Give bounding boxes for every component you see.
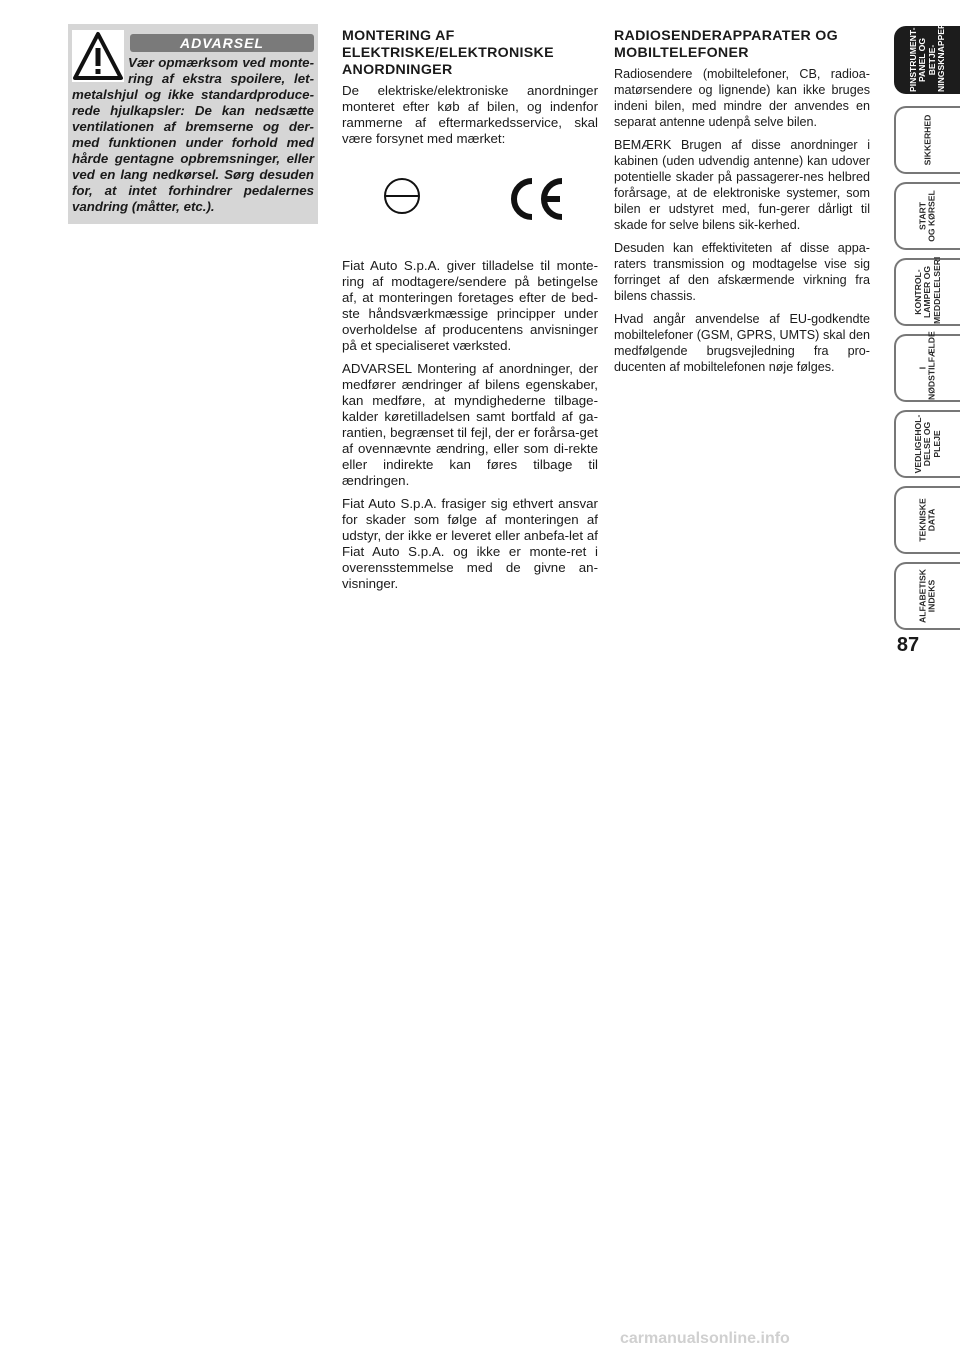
tab-label: SIKKERHED [922,114,933,166]
section-title: MONTERING AF ELEKTRISKE/ELEKTRONISKE ANORDNINGER [342,28,554,78]
paragraph: BEMÆRK Brugen af disse anordninger i kabinen (uden udvendig antenne) kan udover potentielle skader på passagerer-nes helbred forårsage, at de elektroniske systemer, som bilen er udstyret med, fun-gerer dårligt til skade for selve bilens sik-kerhed. [614,138,870,232]
warning-text-body: Vær opmærksom ved monte-ring af ekstra spoilere, let-metalshjul og ikke standardproduce-rede hjulkapsler: De kan nedsætte ventilationen af bremserne og der-med funktionen under forhold med hårde gentagne opbremsninger, eller ved en lang nedkørsel. Sørg desuden for, at intet forhindrer pedalernes vandring (måtter, etc.). [72,55,314,214]
tab-label: ALFABETISK INDEKS [917,569,937,623]
tab-label: TEKNISKE DATA [917,498,937,542]
approval-marks [342,154,598,244]
page-number: 87 [896,634,920,656]
tab-label: START OG KØRSEL [917,190,937,242]
warning-text [72,55,314,215]
tab-technical-data[interactable] [894,486,960,554]
tab-maintenance[interactable] [894,410,960,478]
section-title: RADIOSENDERAPPARATER OG MOBILTELEFONER [614,28,838,61]
paragraph: Hvad angår anvendelse af EU-godkendte mobiltelefoner (GSM, GPRS, UMTS) skal den medfølgende brugsvejledning fra pro-ducenten af mobiltelefonen nøje følges. [614,312,870,374]
tab-start-driving[interactable] [894,182,960,250]
watermark: carmanualsonline.info [620,1330,790,1347]
paragraph: Fiat Auto S.p.A. giver tilladelse til monte-ring af modtagere/sendere på betingelse af, at monteringen foretages efter de bed-ste håndsværkmæssige principper under overholdelse af producentens anvisninger på et specialiseret værksted. [342,258,598,353]
tab-label: I NØDSTILFÆLDE [917,331,937,400]
paragraph: ADVARSEL Montering af anordninger, der medfører ændringer af bilens egenskaber, kan medføre, at myndighederne tilbage-kalder køretilladelsen samt bortfald af ga-rantien, begrænset til fejl, der er forårsa-get af ovennævnte ændring, eller som di-rekte eller indirekte kan føres tilbage til ændringen. [342,361,598,488]
warning-box [68,24,318,224]
paragraph: De elektriske/elektroniske anordninger monteret efter køb af bilen, og indenfor rammerne af eftermarkedsservice, skal være forsynet med mærket: [342,83,598,146]
e-mark-icon [382,176,422,216]
tab-warning-lights[interactable] [894,258,960,326]
paragraph: Radiosendere (mobiltelefoner, CB, radioa-matørsendere og lignende) kan ikke bruges indeni bilen, med mindre der anvendes en separat antenne udenpå selve bilen. [614,67,870,129]
tab-label: PINSTRUMENT- PANEL OG BETJE- NINGSKNAPPER [908,22,947,92]
paragraph: Fiat Auto S.p.A. frasiger sig ethvert ansvar for skader som følge af monteringen af udstyr, der ikke er leveret eller anbefa-let af Fiat Auto S.p.A. og ikke er monte-ret i overensstemmelse med de givne an-visninger. [342,496,598,591]
tab-emergency[interactable] [894,331,960,402]
paragraph: Desuden kan effektiviteten af disse appa-raters transmission og modtagelse vise sig forringet af den afskærmende virkning fra bilens chassis. [614,241,870,303]
tab-label: VEDLIGEHOL- DELSE OG PLEJE [912,414,942,474]
section-radio-transmitters [614,28,870,382]
tab-safety[interactable] [894,106,960,174]
ce-mark-icon [498,166,570,232]
tab-instrument-panel[interactable] [894,22,960,94]
section-electronic-devices [342,28,598,599]
tab-label: KONTROL- LAMPER OG MEDDELELSERI [912,256,942,324]
warning-label: ADVARSEL [130,34,314,52]
tab-index[interactable] [894,562,960,630]
